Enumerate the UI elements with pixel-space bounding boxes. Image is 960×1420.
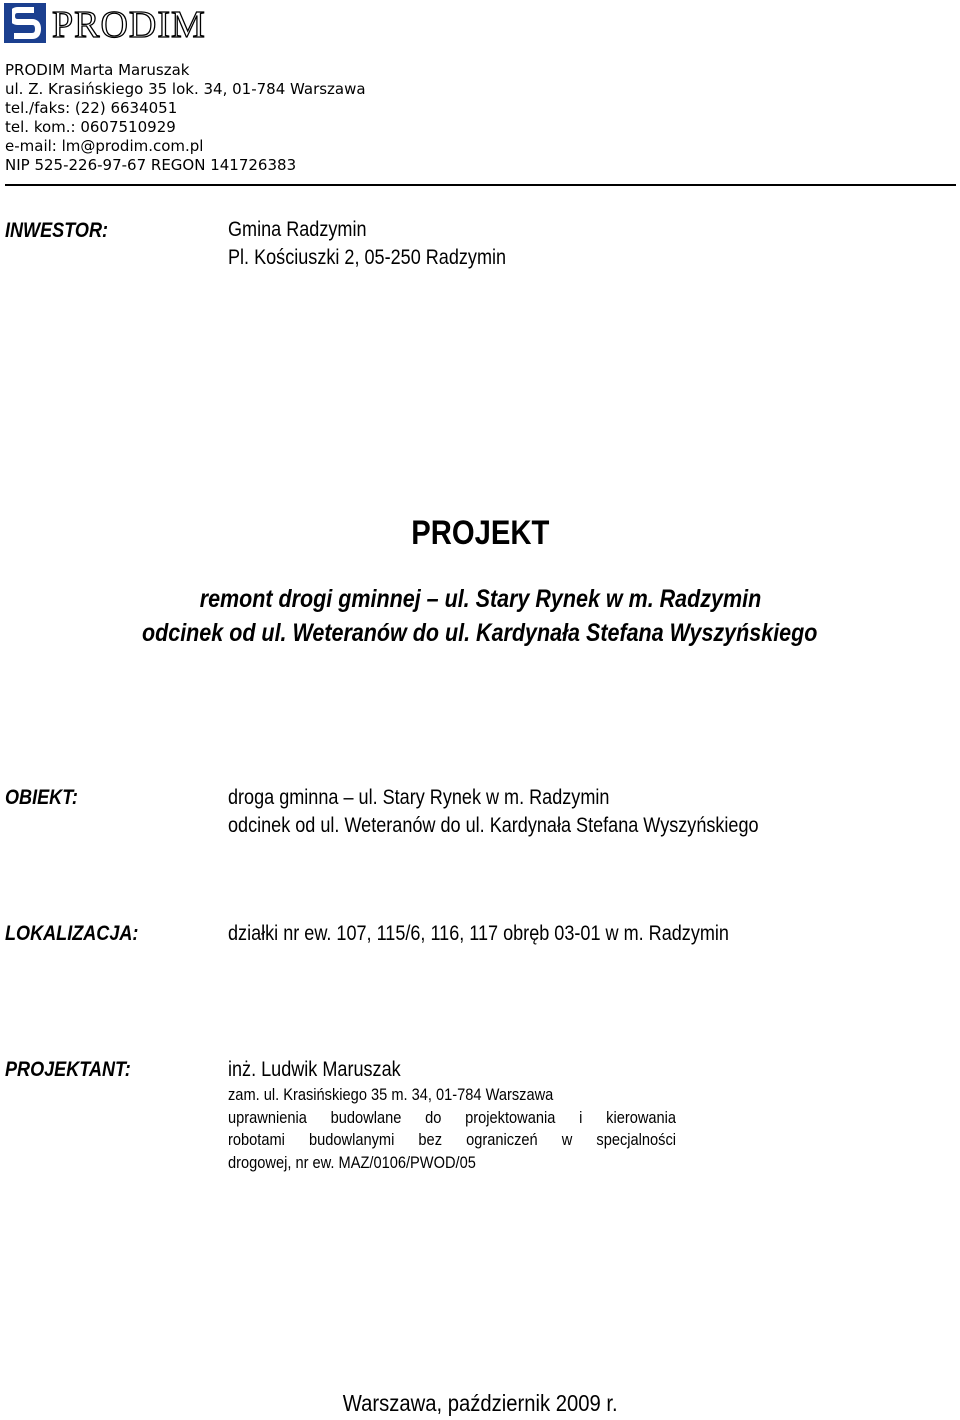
object-details	[228, 784, 845, 840]
investor-address: Pl. Kościuszki 2, 05-250 Radzymin	[228, 246, 507, 269]
designer-address: zam. ul. Krasińskiego 35 m. 34, 01-784 Warszawa	[228, 1085, 554, 1104]
project-subtitle-line-2	[0, 616, 960, 650]
designer-details	[228, 1056, 676, 1174]
company-phone-fax: tel./faks: (22) 6634051	[5, 99, 178, 117]
project-subtitle-text-2: odcinek od ul. Weteranów do ul. Kardynała Stefana Wyszyńskiego	[142, 619, 818, 647]
company-logo	[4, 2, 206, 44]
object-line-2: odcinek od ul. Weteranów do ul. Kardynała Stefana Wyszyńskiego	[228, 814, 759, 837]
place-date-text: Warszawa, październik 2009 r.	[342, 1390, 618, 1416]
company-mobile: tel. kom.: 0607510929	[5, 118, 176, 136]
object-label: OBIEKT:	[5, 786, 78, 809]
header-divider	[5, 184, 956, 186]
investor-label: INWESTOR:	[5, 219, 109, 242]
company-email: e-mail: lm@prodim.com.pl	[5, 137, 204, 155]
prodim-s-logo-icon	[4, 3, 46, 43]
place-date	[0, 1390, 960, 1417]
company-address: ul. Z. Krasińskiego 35 lok. 34, 01-784 Warszawa	[5, 80, 366, 98]
location-value: działki nr ew. 107, 115/6, 116, 117 obręb 03-01 w m. Radzymin	[228, 922, 729, 945]
location-label: LOKALIZACJA:	[5, 922, 139, 945]
designer-label: PROJEKTANT:	[5, 1058, 131, 1081]
project-title-text: PROJEKT	[410, 514, 550, 552]
project-title	[0, 514, 960, 553]
designer-permissions-3: drogowej, nr ew. MAZ/0106/PWOD/05	[228, 1152, 476, 1172]
investor-name: Gmina Radzymin	[228, 218, 367, 241]
project-subtitle-text-1: remont drogi gminnej – ul. Stary Rynek w m. Radzymin	[199, 585, 761, 613]
project-subtitle-line-1	[0, 582, 960, 616]
object-line-1: droga gminna – ul. Stary Rynek w m. Radzymin	[228, 786, 610, 809]
project-subtitle	[0, 582, 960, 650]
company-name: PRODIM Marta Maruszak	[5, 61, 190, 79]
designer-name: inż. Ludwik Maruszak	[228, 1058, 401, 1081]
investor-details	[228, 216, 551, 272]
designer-permissions-2: robotami budowlanymi bez ograniczeń w specjalności	[228, 1130, 677, 1149]
company-tax-ids: NIP 525-226-97-67 REGON 141726383	[5, 156, 297, 174]
location-details	[228, 920, 811, 948]
company-info	[5, 61, 366, 175]
logo-text: PRODIM	[52, 4, 206, 46]
designer-permissions-1: uprawnienia budowlane do projektowania i kierowania	[228, 1107, 677, 1127]
